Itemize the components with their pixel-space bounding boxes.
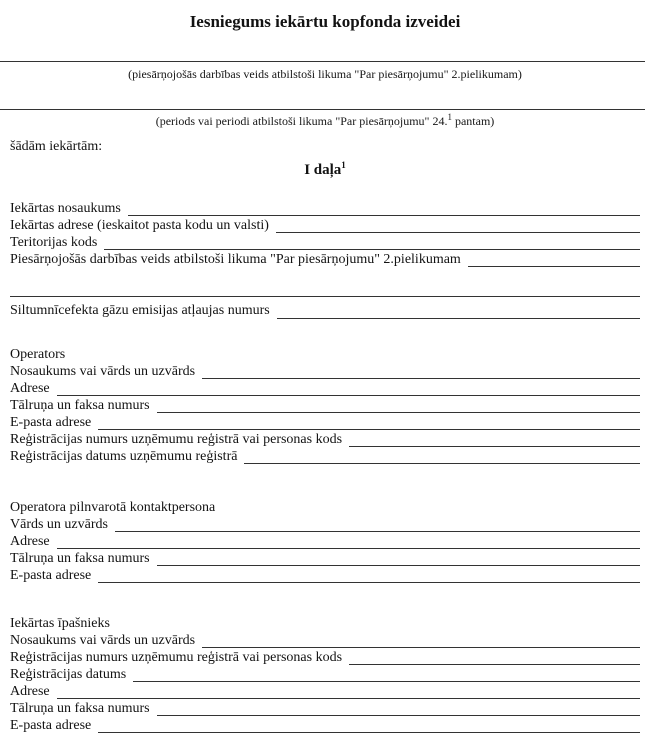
footnote-ref: 1	[447, 112, 452, 122]
blank-line	[128, 200, 640, 216]
field-label: E-pasta adrese	[10, 415, 92, 430]
blank-line	[349, 431, 640, 447]
field-label: Piesārņojošās darbības veids atbilstoši likuma "Par piesārņojumu" 2.pielikumam	[10, 252, 461, 267]
owner-phone-fax	[10, 700, 640, 717]
section-heading-operator: Operators	[10, 347, 66, 362]
field-label: Tālruņa un faksa numurs	[10, 551, 150, 566]
field-equipment-address	[10, 217, 640, 234]
field-label: Reģistrācijas datums	[10, 667, 127, 682]
blank-line	[57, 533, 640, 549]
blank-line	[277, 302, 640, 319]
blank-line	[202, 632, 640, 648]
blank-line	[98, 717, 640, 733]
caption-period-text: (periods vai periodi atbilstoši likuma "Par piesārņojumu" 24.	[155, 114, 448, 128]
field-label: Adrese	[10, 534, 50, 549]
field-equipment-name	[10, 200, 640, 217]
owner-address	[10, 683, 640, 700]
blank-line	[276, 217, 640, 233]
field-label: Adrese	[10, 684, 50, 699]
part-heading-text: I daļa	[304, 162, 342, 178]
blank-line	[115, 516, 640, 532]
top-fields	[10, 200, 640, 320]
part-heading	[10, 161, 640, 179]
contact-phone-fax	[10, 550, 640, 567]
blank-line-continuation	[10, 296, 640, 297]
field-label: Reģistrācijas numurs uzņēmumu reģistrā vai personas kods	[10, 650, 343, 665]
contact-name	[10, 516, 640, 533]
blank-line	[104, 234, 640, 250]
blank-line	[133, 666, 640, 682]
field-label: Reģistrācijas numurs uzņēmumu reģistrā vai personas kods	[10, 432, 343, 447]
operator-registration-date	[10, 448, 640, 465]
blank-line	[349, 649, 640, 665]
intro-text: šādām iekārtām:	[10, 139, 103, 154]
field-label: Nosaukums vai vārds un uzvārds	[10, 633, 196, 648]
operator-address	[10, 380, 640, 397]
document-title: Iesniegums iekārtu kopfonda izveidei	[189, 12, 461, 31]
operator-name	[10, 363, 640, 380]
field-label: Nosaukums vai vārds un uzvārds	[10, 364, 196, 379]
field-label: E-pasta adrese	[10, 718, 92, 733]
field-territory-code	[10, 234, 640, 251]
signature-line-period	[0, 109, 645, 110]
owner-registration-date	[10, 666, 640, 683]
owner-name	[10, 632, 640, 649]
field-label: Tālruņa un faksa numurs	[10, 398, 150, 413]
field-label: Adrese	[10, 381, 50, 396]
blank-line	[202, 363, 640, 379]
contact-email	[10, 567, 640, 584]
blank-line	[468, 251, 640, 267]
section-heading-owner: Iekārtas īpašnieks	[10, 616, 110, 631]
operator-registration-number	[10, 431, 640, 448]
field-label: Iekārtas adrese (ieskaitot pasta kodu un valsti)	[10, 218, 269, 233]
section-owner	[10, 615, 640, 734]
signature-line-activity	[0, 61, 645, 62]
owner-registration-number	[10, 649, 640, 666]
operator-email	[10, 414, 640, 431]
blank-line	[57, 380, 640, 396]
section-heading-contact-person: Operatora pilnvarotā kontaktpersona	[10, 500, 216, 515]
field-label: Reģistrācijas datums uzņēmumu reģistrā	[10, 449, 238, 464]
caption-activity-type: (piesārņojošās darbības veids atbilstoši likuma "Par piesārņojumu" 2.pielikumam)	[128, 67, 522, 81]
field-polluting-activity	[10, 251, 640, 268]
footnote-ref: 1	[341, 160, 346, 170]
caption-period	[10, 114, 640, 128]
field-label: Tālruņa un faksa numurs	[10, 701, 150, 716]
blank-line	[157, 550, 640, 566]
blank-line	[98, 414, 640, 430]
field-label: Teritorijas kods	[10, 235, 98, 250]
blank-line	[157, 397, 640, 413]
blank-line	[157, 700, 640, 716]
blank-line	[98, 567, 640, 583]
field-label: Iekārtas nosaukums	[10, 201, 121, 216]
caption-period-text-end: pantam)	[454, 114, 495, 128]
section-contact-person	[10, 499, 640, 584]
section-operator	[10, 346, 640, 465]
blank-line	[244, 448, 640, 464]
blank-line	[57, 683, 640, 699]
field-label: Vārds un uzvārds	[10, 517, 108, 532]
field-ghg-permit-number	[10, 300, 640, 320]
field-label: E-pasta adrese	[10, 568, 92, 583]
owner-email	[10, 717, 640, 734]
contact-address	[10, 533, 640, 550]
field-label: Siltumnīcefekta gāzu emisijas atļaujas numurs	[10, 303, 270, 318]
operator-phone-fax	[10, 397, 640, 414]
